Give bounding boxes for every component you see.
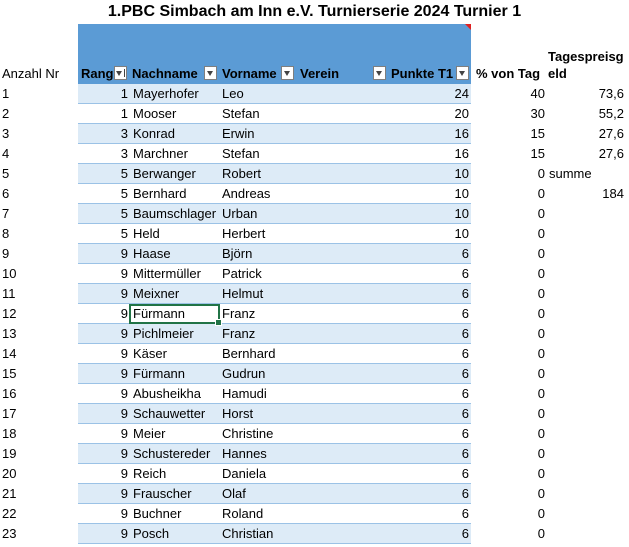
cell-tagespreisgeld[interactable] bbox=[548, 444, 624, 464]
cell-vorname[interactable]: Helmut bbox=[222, 286, 264, 301]
cell-vorname[interactable]: Urban bbox=[222, 206, 258, 221]
cell-tagespreisgeld[interactable] bbox=[548, 324, 624, 344]
table-row[interactable] bbox=[0, 524, 629, 544]
sheet-title: 1.PBC Simbach am Inn e.V. Turnierserie 2024 Turnier 1 bbox=[107, 3, 522, 20]
cell-nachname[interactable]: Konrad bbox=[133, 126, 175, 141]
cell-nr[interactable]: 19 bbox=[2, 446, 17, 461]
table-row[interactable] bbox=[0, 144, 629, 164]
comment-indicator-icon bbox=[465, 24, 471, 30]
cell-rang[interactable]: 1 bbox=[120, 106, 128, 121]
cell-nr[interactable]: 13 bbox=[2, 326, 17, 341]
cell-vorname[interactable]: Daniela bbox=[222, 466, 267, 481]
cell-punkte[interactable]: 6 bbox=[461, 526, 469, 541]
cell-prozent[interactable]: 15 bbox=[530, 146, 545, 161]
cell-rang[interactable]: 9 bbox=[120, 366, 128, 381]
cell-tagespreisgeld[interactable]: 27,6 bbox=[598, 126, 624, 141]
cell-nr[interactable]: 6 bbox=[2, 186, 10, 201]
selected-cell[interactable] bbox=[129, 304, 220, 324]
cell-tagespreisgeld[interactable]: 73,6 bbox=[598, 86, 624, 101]
cell-vorname[interactable]: Andreas bbox=[222, 186, 271, 201]
cell-tagespreisgeld[interactable] bbox=[548, 364, 624, 384]
cell-nr[interactable]: 23 bbox=[2, 526, 17, 541]
cell-tagespreisgeld[interactable] bbox=[548, 284, 624, 304]
cell-prozent[interactable]: 0 bbox=[537, 486, 545, 501]
cell-vorname[interactable]: Hannes bbox=[222, 446, 267, 461]
cell-prozent[interactable]: 0 bbox=[537, 366, 545, 381]
cell-tagespreisgeld[interactable] bbox=[548, 244, 624, 264]
cell-vorname[interactable]: Gudrun bbox=[222, 366, 266, 381]
cell-punkte[interactable]: 6 bbox=[461, 386, 469, 401]
cell-punkte[interactable]: 10 bbox=[454, 186, 469, 201]
filter-dropdown-icon[interactable] bbox=[456, 66, 469, 80]
cell-nr[interactable]: 11 bbox=[2, 286, 16, 301]
header-tagespreisgeld-1: Tagespreisg bbox=[548, 49, 624, 64]
cell-prozent[interactable]: 0 bbox=[537, 406, 545, 421]
cell-prozent[interactable]: 40 bbox=[530, 86, 545, 101]
table-row[interactable] bbox=[0, 284, 629, 304]
cell-punkte[interactable]: 6 bbox=[461, 406, 469, 421]
table-row[interactable] bbox=[0, 104, 629, 124]
cell-punkte[interactable]: 6 bbox=[461, 426, 469, 441]
cell-prozent[interactable]: 0 bbox=[537, 386, 545, 401]
table-row[interactable] bbox=[0, 204, 629, 224]
cell-nachname[interactable]: Pichlmeier bbox=[133, 326, 194, 341]
cell-rang[interactable]: 9 bbox=[120, 446, 128, 461]
table-row[interactable] bbox=[0, 124, 629, 144]
cell-rang[interactable]: 3 bbox=[120, 126, 128, 141]
cell-nachname[interactable]: Baumschlager bbox=[133, 206, 217, 221]
header-verein[interactable]: Verein bbox=[300, 66, 340, 81]
cell-punkte[interactable]: 10 bbox=[454, 226, 469, 241]
cell-prozent[interactable]: 0 bbox=[537, 186, 545, 201]
cell-punkte[interactable]: 10 bbox=[454, 206, 469, 221]
cell-vorname[interactable]: Olaf bbox=[222, 486, 246, 501]
cell-nr[interactable]: 3 bbox=[2, 126, 10, 141]
cell-rang[interactable]: 9 bbox=[120, 306, 128, 321]
table-row[interactable] bbox=[0, 504, 629, 524]
cell-tagespreisgeld[interactable] bbox=[548, 264, 624, 284]
cell-punkte[interactable]: 6 bbox=[461, 466, 469, 481]
cell-prozent[interactable]: 0 bbox=[537, 266, 545, 281]
cell-vorname[interactable]: Hamudi bbox=[222, 386, 267, 401]
cell-nachname[interactable]: Mayerhofer bbox=[133, 86, 199, 101]
table-row[interactable] bbox=[0, 464, 629, 484]
cell-vorname[interactable]: Franz bbox=[222, 306, 256, 321]
cell-vorname[interactable]: Leo bbox=[222, 86, 244, 101]
cell-vorname[interactable]: Björn bbox=[222, 246, 253, 261]
cell-rang[interactable]: 5 bbox=[120, 206, 128, 221]
cell-nr[interactable]: 16 bbox=[2, 386, 17, 401]
cell-punkte[interactable]: 6 bbox=[461, 306, 469, 321]
cell-vorname[interactable]: Horst bbox=[222, 406, 254, 421]
cell-nachname[interactable]: Schauwetter bbox=[133, 406, 206, 421]
table-row[interactable] bbox=[0, 424, 629, 444]
cell-nr[interactable]: 9 bbox=[2, 246, 10, 261]
cell-tagespreisgeld[interactable] bbox=[548, 404, 624, 424]
table-row[interactable] bbox=[0, 384, 629, 404]
cell-vorname[interactable]: Christine bbox=[222, 426, 274, 441]
cell-prozent[interactable]: 0 bbox=[537, 466, 545, 481]
cell-rang[interactable]: 9 bbox=[120, 326, 128, 341]
filter-dropdown-icon[interactable] bbox=[373, 66, 386, 80]
cell-vorname[interactable]: Christian bbox=[222, 526, 274, 541]
table-row[interactable] bbox=[0, 404, 629, 424]
cell-punkte[interactable]: 6 bbox=[461, 486, 469, 501]
table-row[interactable] bbox=[0, 364, 629, 384]
cell-prozent[interactable]: 0 bbox=[537, 426, 545, 441]
cell-punkte[interactable]: 16 bbox=[454, 146, 469, 161]
cell-rang[interactable]: 9 bbox=[120, 246, 128, 261]
cell-nachname[interactable]: Meier bbox=[133, 426, 166, 441]
cell-nr[interactable]: 18 bbox=[2, 426, 17, 441]
cell-tagespreisgeld[interactable]: 55,2 bbox=[598, 106, 624, 121]
cell-punkte[interactable]: 20 bbox=[454, 106, 469, 121]
cell-prozent[interactable]: 0 bbox=[537, 286, 545, 301]
cell-vorname[interactable]: Stefan bbox=[222, 106, 260, 121]
cell-nr[interactable]: 10 bbox=[2, 266, 17, 281]
cell-punkte[interactable]: 6 bbox=[461, 286, 469, 301]
cell-nachname[interactable]: Haase bbox=[133, 246, 171, 261]
header-rang[interactable]: Rang bbox=[81, 66, 114, 81]
cell-nachname[interactable]: Buchner bbox=[133, 506, 182, 521]
cell-punkte[interactable]: 6 bbox=[461, 446, 469, 461]
cell-nr[interactable]: 1 bbox=[2, 86, 10, 101]
cell-rang[interactable]: 1 bbox=[120, 86, 128, 101]
cell-punkte[interactable]: 6 bbox=[461, 266, 469, 281]
cell-vorname[interactable]: Erwin bbox=[222, 126, 255, 141]
cell-prozent[interactable]: 0 bbox=[537, 206, 545, 221]
cell-rang[interactable]: 9 bbox=[120, 426, 128, 441]
cell-nachname[interactable]: Berwanger bbox=[133, 166, 196, 181]
cell-punkte[interactable]: 6 bbox=[461, 346, 469, 361]
cell-rang[interactable]: 9 bbox=[120, 466, 128, 481]
cell-rang[interactable]: 5 bbox=[120, 166, 128, 181]
cell-vorname[interactable]: Stefan bbox=[222, 146, 260, 161]
cell-vorname[interactable]: Roland bbox=[222, 506, 264, 521]
cell-prozent[interactable]: 0 bbox=[537, 346, 545, 361]
cell-nr[interactable]: 15 bbox=[2, 366, 17, 381]
cell-nr[interactable]: 20 bbox=[2, 466, 17, 481]
cell-nr[interactable]: 14 bbox=[2, 346, 17, 361]
cell-tagespreisgeld[interactable] bbox=[548, 484, 624, 504]
cell-tagespreisgeld[interactable] bbox=[548, 424, 624, 444]
cell-nr[interactable]: 22 bbox=[2, 506, 17, 521]
cell-tagespreisgeld[interactable] bbox=[548, 464, 624, 484]
cell-rang[interactable]: 9 bbox=[120, 526, 128, 541]
cell-nr[interactable]: 12 bbox=[2, 306, 17, 321]
cell-rang[interactable]: 5 bbox=[120, 186, 128, 201]
cell-nr[interactable]: 5 bbox=[2, 166, 10, 181]
cell-prozent[interactable]: 0 bbox=[537, 226, 545, 241]
cell-rang[interactable]: 5 bbox=[120, 226, 128, 241]
header-punkte[interactable]: Punkte T1 bbox=[391, 66, 454, 81]
cell-nr[interactable]: 7 bbox=[2, 206, 10, 221]
cell-prozent[interactable]: 0 bbox=[537, 446, 545, 461]
cell-rang[interactable]: 9 bbox=[120, 266, 128, 281]
table-row[interactable] bbox=[0, 164, 629, 184]
cell-nachname[interactable]: Mooser bbox=[133, 106, 177, 121]
cell-tagespreisgeld[interactable]: 27,6 bbox=[598, 146, 624, 161]
cell-nr[interactable]: 4 bbox=[2, 146, 10, 161]
cell-tagespreisgeld[interactable] bbox=[548, 504, 624, 524]
cell-tagespreisgeld[interactable] bbox=[548, 304, 624, 324]
cell-punkte[interactable]: 16 bbox=[454, 126, 469, 141]
header-tagespreisgeld-2: eld bbox=[548, 66, 567, 81]
table-row[interactable] bbox=[0, 244, 629, 264]
cell-prozent[interactable]: 0 bbox=[537, 506, 545, 521]
cell-tagespreisgeld[interactable] bbox=[548, 344, 624, 364]
summe-value: 184 bbox=[602, 186, 624, 201]
table-row[interactable] bbox=[0, 84, 629, 104]
cell-nachname[interactable]: Marchner bbox=[133, 146, 188, 161]
table-row[interactable] bbox=[0, 224, 629, 244]
filter-dropdown-icon[interactable] bbox=[281, 66, 294, 80]
cell-punkte[interactable]: 6 bbox=[461, 366, 469, 381]
cell-vorname[interactable]: Bernhard bbox=[222, 346, 276, 361]
cell-prozent[interactable]: 0 bbox=[537, 306, 545, 321]
cell-vorname[interactable]: Herbert bbox=[222, 226, 266, 241]
cell-nr[interactable]: 2 bbox=[2, 106, 10, 121]
header-nachname[interactable]: Nachname bbox=[132, 66, 198, 81]
cell-nachname[interactable]: Mittermüller bbox=[133, 266, 201, 281]
cell-rang[interactable]: 9 bbox=[120, 286, 128, 301]
header-band bbox=[78, 24, 471, 64]
cell-nachname[interactable]: Reich bbox=[133, 466, 167, 481]
table-row[interactable] bbox=[0, 304, 629, 324]
cell-rang[interactable]: 9 bbox=[120, 506, 128, 521]
cell-punkte[interactable]: 6 bbox=[461, 246, 469, 261]
cell-rang[interactable]: 9 bbox=[120, 346, 128, 361]
filter-dropdown-icon[interactable] bbox=[204, 66, 217, 80]
table-row[interactable] bbox=[0, 344, 629, 364]
cell-punkte[interactable]: 24 bbox=[454, 86, 469, 101]
sort-ascending-filter-icon[interactable] bbox=[114, 66, 127, 80]
cell-vorname[interactable]: Robert bbox=[222, 166, 262, 181]
cell-nachname[interactable]: Held bbox=[133, 226, 160, 241]
summe-label: summe bbox=[549, 166, 592, 181]
cell-vorname[interactable]: Patrick bbox=[222, 266, 262, 281]
cell-nachname[interactable]: Käser bbox=[133, 346, 167, 361]
header-prozent: % von Tag bbox=[476, 66, 541, 81]
cell-nachname[interactable]: Fürmann bbox=[133, 366, 186, 381]
cell-punkte[interactable]: 6 bbox=[461, 506, 469, 521]
cell-vorname[interactable]: Franz bbox=[222, 326, 256, 341]
cell-prozent[interactable]: 15 bbox=[530, 126, 545, 141]
table-row[interactable] bbox=[0, 264, 629, 284]
cell-rang[interactable]: 9 bbox=[120, 486, 128, 501]
cell-tagespreisgeld[interactable] bbox=[548, 524, 624, 544]
table-row[interactable] bbox=[0, 324, 629, 344]
cell-nachname[interactable]: Schustereder bbox=[133, 446, 211, 461]
cell-tagespreisgeld[interactable] bbox=[548, 204, 624, 224]
cell-rang[interactable]: 9 bbox=[120, 406, 128, 421]
cell-nachname[interactable]: Fürmann bbox=[133, 306, 186, 321]
cell-nachname[interactable]: Abusheikha bbox=[133, 386, 201, 401]
table-row[interactable] bbox=[0, 184, 629, 204]
cell-prozent[interactable]: 0 bbox=[537, 166, 545, 181]
header-anzahl-nr: Anzahl Nr bbox=[2, 66, 60, 81]
table-row[interactable] bbox=[0, 484, 629, 504]
cell-punkte[interactable]: 6 bbox=[461, 326, 469, 341]
cell-nr[interactable]: 8 bbox=[2, 226, 10, 241]
cell-nachname[interactable]: Posch bbox=[133, 526, 170, 541]
cell-rang[interactable]: 3 bbox=[120, 146, 128, 161]
cell-nachname[interactable]: Meixner bbox=[133, 286, 180, 301]
cell-tagespreisgeld[interactable] bbox=[548, 224, 624, 244]
cell-prozent[interactable]: 0 bbox=[537, 246, 545, 261]
cell-nr[interactable]: 17 bbox=[2, 406, 17, 421]
cell-nachname[interactable]: Bernhard bbox=[133, 186, 187, 201]
table-row[interactable] bbox=[0, 444, 629, 464]
cell-prozent[interactable]: 0 bbox=[537, 526, 545, 541]
cell-tagespreisgeld[interactable] bbox=[548, 384, 624, 404]
cell-nr[interactable]: 21 bbox=[2, 486, 17, 501]
header-vorname[interactable]: Vorname bbox=[222, 66, 277, 81]
cell-prozent[interactable]: 0 bbox=[537, 326, 545, 341]
cell-punkte[interactable]: 10 bbox=[454, 166, 469, 181]
cell-nachname[interactable]: Frauscher bbox=[133, 486, 192, 501]
cell-rang[interactable]: 9 bbox=[120, 386, 128, 401]
cell-prozent[interactable]: 30 bbox=[530, 106, 545, 121]
